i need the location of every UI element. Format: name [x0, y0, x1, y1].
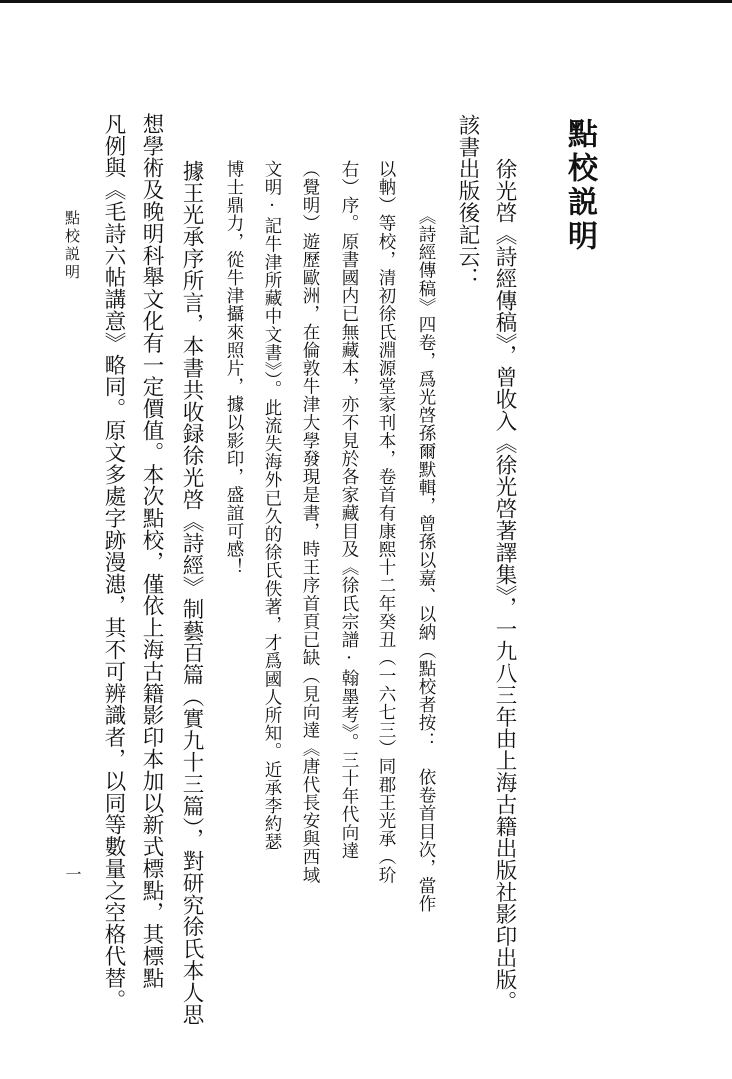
body-column-10: 想學術及晚明科舉文化有一定價值。本次點校，僅依上海古籍影印本加以新式標點，其標點: [139, 113, 164, 989]
quoted-column-4: 以軜）等校，清初徐氏淵源堂家刊本，卷首有康熙十二年癸丑（一六七三）同郡王光承（玠: [376, 160, 396, 884]
page-title: 點校説明: [562, 118, 597, 254]
quoted-column-6: （覺明）遊歷歐洲，在倫敦牛津大學發現是書，時王序首頁已缺（見向達《唐代長安與西域: [300, 160, 320, 884]
body-column-1: 徐光啓《詩經傳稿》，曾收入《徐光啓著譯集》，一九八三年由上海古籍出版社影印出版。: [492, 158, 517, 1013]
quoted-column-3: 《詩經傳稿》四卷，爲光啓孫爾默輯，曾孫以嘉、以納（點校者按： 依卷首目次，當作: [416, 207, 436, 913]
quoted-column-8: 博士鼎力，從牛津攝來照片，據以影印，盛誼可感！: [224, 160, 244, 577]
body-column-2: 該書出版後記云：: [455, 114, 480, 290]
quoted-column-5: 右）序。原書國内已無藏本，亦不見於各家藏目及《徐氏宗譜·翰墨考》。三十年代向達: [339, 160, 359, 860]
running-head: 點校説明: [63, 210, 81, 282]
top-rule: [0, 0, 732, 3]
body-column-9: 據王光承序所言，本書共收録徐光啓《詩經》制藝百篇（實九十三篇），對研究徐氏本人思: [179, 160, 204, 1026]
page-number: 一: [63, 866, 82, 882]
quoted-column-7: 文明·記牛津所藏中文書》）。此流失海外已久的徐氏佚著，才爲國人所知。近承李約瑟: [262, 160, 282, 851]
body-column-11: 凡例與《毛詩六帖講意》略同。原文多處字跡漫漶，其不可辨識者，以同等數量之空格代替。: [101, 113, 126, 1011]
